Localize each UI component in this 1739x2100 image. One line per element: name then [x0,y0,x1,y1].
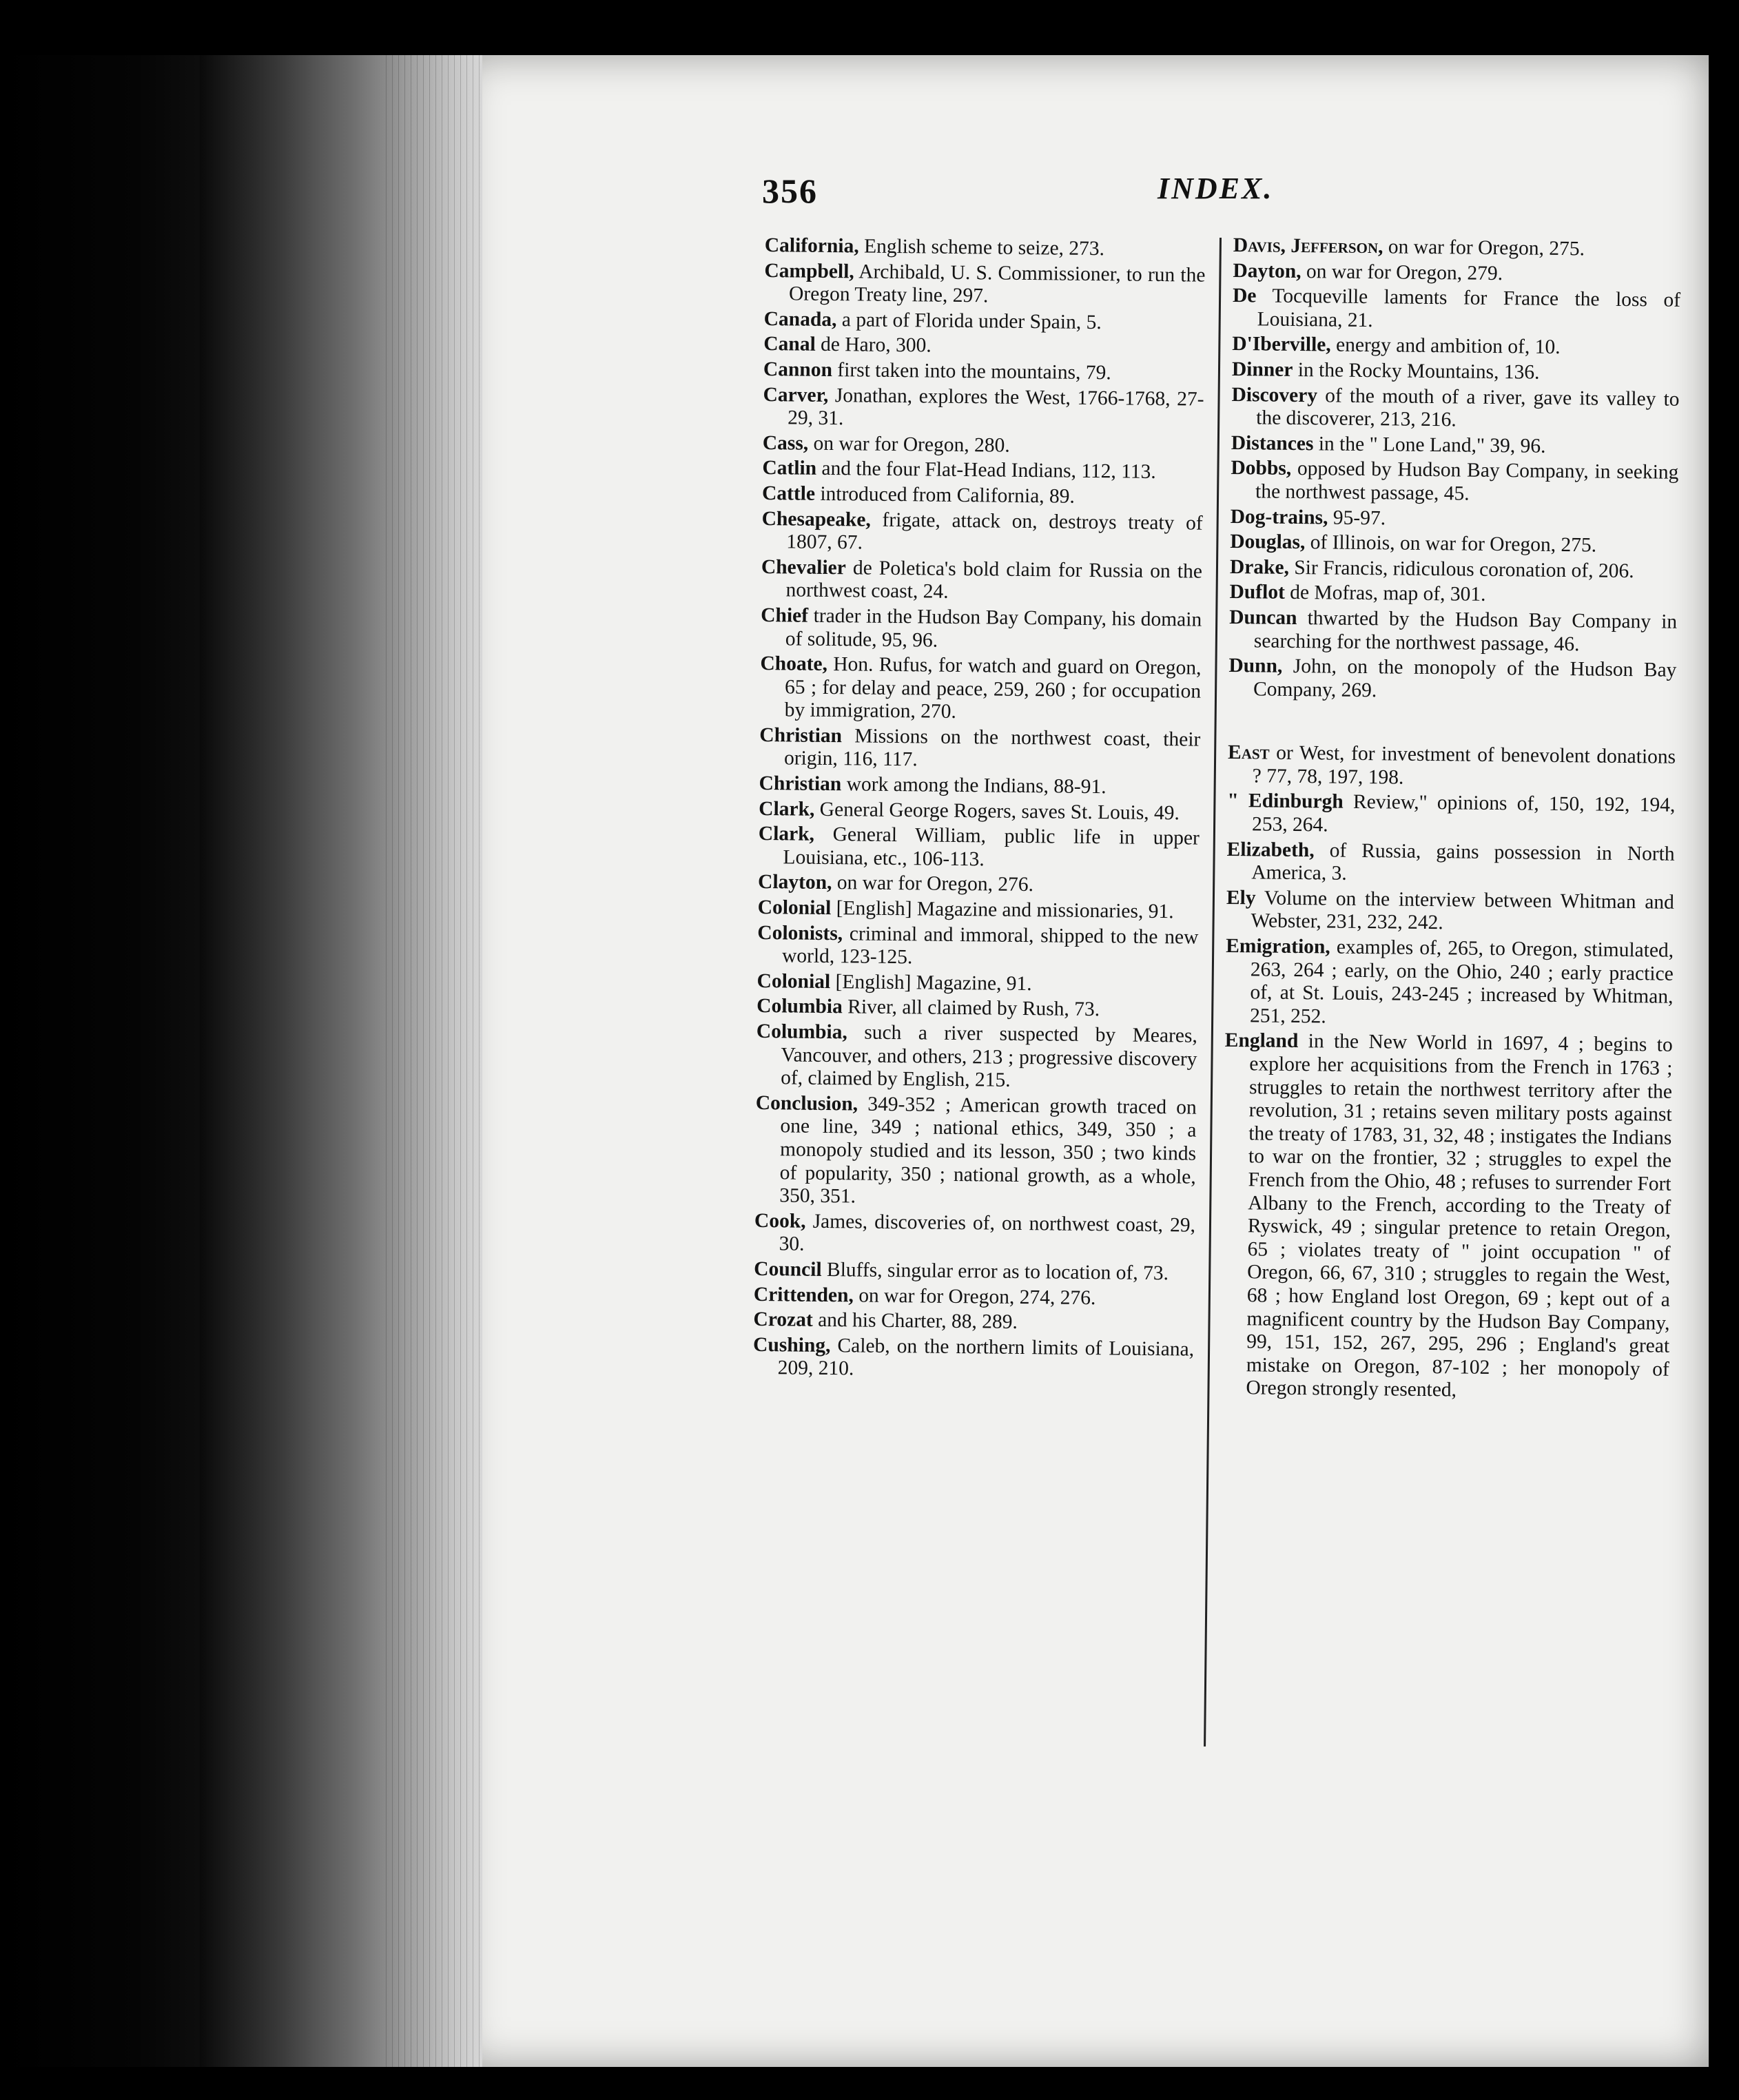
index-entry [757,970,1197,998]
index-entry [1225,935,1674,1032]
index-entry-heading: Discovery [1231,383,1318,406]
index-entry [1227,790,1676,841]
index-entry-text: John, on the monopoly of the Hudson Bay Company, 269. [1253,655,1677,701]
index-entry-heading: Clayton, [757,871,832,894]
index-entry [754,1258,1195,1286]
index-entry-text: Tocqueville laments for France the loss of Louisiana, 21. [1256,285,1681,331]
index-entry [756,1020,1197,1094]
index-entry-heading: Canada, [763,307,837,331]
index-entry-heading: Cook, [754,1209,806,1233]
index-entry-heading: Clark, [759,797,815,821]
index-entry [1228,655,1677,706]
index-entry [1232,358,1680,386]
index-entry [1233,234,1681,262]
index-entry [765,234,1206,262]
index-entry-heading: Cannon [763,358,833,382]
index-entry [1230,531,1678,558]
index-section-e [1221,741,1676,1404]
index-entry-text: a part of Florida under Spain, 5. [836,308,1102,333]
index-entry [758,871,1199,898]
index-entry-text: trader in the Hudson Bay Company, his domain of solitude, 95, 96. [785,604,1202,652]
index-entry [1231,457,1679,508]
index-entry-heading: Crittenden, [753,1283,854,1306]
index-entry-heading: Columbia [757,995,843,1018]
index-entry-text: first taken into the mountains, 79. [832,359,1111,384]
index-entry-text: Caleb, on the northern limits of Louisiana, 209, 210. [777,1334,1195,1380]
index-entry-text: such a river suspected by Meares, Vancouver, and others, 213 ; progressive discovery of, claimed by English, 215. [781,1021,1198,1091]
index-entry-heading: Distances [1231,431,1314,455]
index-entry [1231,384,1680,435]
index-entry [1230,556,1678,584]
index-entry-heading: Campbell, [764,259,854,282]
index-entry-text: opposed by Hudson Bay Company, in seeking the northwest passage, 45. [1255,457,1679,505]
index-entry [763,432,1204,460]
index-entry-text: work among the Indians, 88-91. [841,773,1107,799]
index-entry [761,556,1202,607]
index-entry-text: and the four Flat-Head Indians, 112, 113. [816,457,1156,484]
index-entry-heading: Christian [759,772,842,796]
index-entry-text: of Illinois, on war for Oregon, 275. [1305,531,1597,557]
index-entry-text: or West, for investment of benevolent donations ? 77, 78, 197, 198. [1252,741,1676,789]
index-entry-heading: Clark, [758,823,815,846]
index-entry-text: [English] Magazine, 91. [830,970,1032,995]
index-entry-heading: Council [754,1257,822,1281]
section-gap [1228,703,1676,746]
index-entry-text: Missions on the northwest coast, their origin, 116, 117. [783,725,1201,771]
index-entry-text: Review," opinions of, 150, 192, 194, 253, 264. [1251,791,1676,836]
scan-border-top [0,0,1739,55]
index-entry [763,384,1204,435]
index-entry-heading: Duncan [1229,606,1297,629]
index-entry-text: de Poletica's bold claim for Russia on the northwest coast, 24. [785,556,1203,604]
index-entry [759,724,1201,775]
index-entry-text: de Mofras, map of, 301. [1284,581,1486,606]
index-entry-heading: Dayton, [1233,259,1301,282]
index-entry-heading: Columbia, [756,1020,848,1044]
index-entry-heading: Emigration, [1226,934,1330,958]
index-entry-text: thwarted by the Hudson Bay Company in searching for the northwest passage, 46. [1253,606,1678,655]
index-entry [1231,432,1679,460]
index-entry [1226,838,1675,889]
index-entry-heading: Elizabeth, [1226,838,1315,861]
index-entry-heading: Drake, [1229,555,1290,579]
index-entry-heading: Colonial [757,896,832,920]
index-entry-text: Sir Francis, ridiculous coronation of, 206. [1288,556,1634,582]
index-entry-heading: Duflot [1229,581,1286,604]
index-entry-heading: Carver, [763,383,829,406]
index-entry-text: on war for Oregon, 275. [1383,236,1585,260]
index-entry-heading: England [1224,1029,1299,1053]
index-entry [761,508,1203,559]
index-entry-heading: East [1227,741,1270,764]
index-entry-heading: Douglas, [1230,531,1306,554]
index-entry-heading: Crozat [753,1308,813,1331]
index-entry-text: on war for Oregon, 280. [808,432,1010,457]
index-entry-heading: Colonial [757,969,831,993]
index-entry-text: Archibald, U. S. Commissioner, to run the Oregon Treaty line, 297. [788,260,1206,307]
index-entry [762,482,1203,510]
index-entry-text: of Russia, gains possession in North America, 3. [1251,838,1675,885]
index-entry [753,1334,1195,1385]
index-entry [753,1308,1194,1336]
index-entry-text: English scheme to seize, 273. [858,235,1105,260]
index-entry-heading: Dinner [1231,358,1293,381]
index-entry-text: on war for Oregon, 279. [1301,260,1503,285]
scan-border-right [1709,0,1739,2100]
index-entry [764,308,1205,336]
index-entry [762,457,1203,484]
index-entry [1233,285,1681,336]
index-entry-text: James, discoveries of, on northwest coast, 29, 30. [779,1210,1196,1256]
scan-border-bottom [0,2067,1739,2100]
index-entry-heading: D'Iberville, [1232,333,1331,356]
index-entry [754,1210,1195,1261]
book-spine-shadow [0,0,227,2100]
index-entry-heading: Chesapeake, [761,507,872,531]
index-entry [1231,506,1678,533]
index-entry [759,798,1200,825]
index-entry-heading: Choate, [760,652,828,676]
index-entry [754,1092,1197,1213]
index-entry-heading: Colonists, [757,921,843,945]
index-entry-text: on war for Oregon, 276. [832,872,1034,896]
index-entry-text: General William, public life in upper Louisiana, etc., 106-113. [783,823,1200,871]
index-entry-text: Hon. Rufus, for watch and guard on Oregon, 65 ; for delay and peace, 259, 260 ; for occupation by immigration, 270. [784,653,1202,723]
index-entry-text: energy and ambition of, 10. [1330,333,1561,359]
index-entry [1226,887,1674,938]
index-entry-text: in the New World in 1697, 4 ; begins to explore her acquisitions from the French in 1763 ; struggles to retain the northwest territory after the revolution, 31 ; retains seven military posts against the treaty of 1783, 31, 32, 48 ; instigates the Indians to war on the frontier, 32 ; struggles to expel the French from the Ohio, 48 ; refuses to surrender Fort Albany to the French, according to the Treaty of Ryswick, 49 ; singular pretence to retain Oregon, 65 ; violates treaty of " joint occupation " of Oregon, 66, 67, 310 ; struggles to regain the West, 68 ; how England lost Oregon, 69 ; kept out of a magnificent country by the Hudson Bay Company, 99, 151, 152, 267, 295, 296 ; England's great mistake on Oregon, 87-102 ; her monopoly of Oregon strongly resented, [1246,1030,1673,1401]
index-entry [754,1283,1195,1310]
index-entry-text: de Haro, 300. [815,333,932,357]
index-entry-text: examples of, 265, to Oregon, stimulated, 263, 264 ; early, on the Ohio, 240 ; early practice of, at St. Louis, 243-245 ; increased by Whitman, 251, 252. [1249,936,1674,1028]
index-entry-text: criminal and immoral, shipped to the new world, 123-125. [781,922,1199,969]
index-entry-text: Jonathan, explores the West, 1766-1768, 27-29, 31. [788,384,1204,430]
index-entry-heading: " Edinburgh [1227,790,1344,814]
index-entry-heading: Catlin [762,457,817,480]
index-entry [1229,606,1678,657]
index-entry [763,333,1204,360]
index-entry [761,604,1202,655]
index-entry [1229,581,1677,608]
index-entry-text: in the Rocky Mountains, 136. [1293,358,1540,384]
index-entry-text: General George Rogers, saves St. Louis, 49. [814,798,1180,825]
index-entry-text: 95-97. [1328,506,1386,529]
index-section-d [1228,234,1681,706]
index-entry-text: Volume on the interview between Whitman and Webster, 231, 232, 242. [1251,887,1675,934]
index-entry-heading: Canal [763,333,816,356]
index-entry [757,922,1199,973]
index-entry-heading: Cushing, [752,1333,831,1357]
index-entry-heading: Dunn, [1228,655,1283,677]
index-entry-heading: Dobbs, [1231,457,1292,480]
index-entry-heading: Cass, [762,431,809,455]
index-entry [758,896,1199,924]
index-entry [760,652,1202,726]
index-entry [1221,1029,1673,1404]
index-entry-text: frigate, attack on, destroys treaty of 1807, 67. [786,508,1203,554]
index-entry [1233,260,1680,287]
index-entry-heading: Chief [761,604,809,627]
index-entry-heading: Conclusion, [755,1091,858,1115]
page-title: INDEX. [1157,172,1274,205]
index-entry-heading: California, [764,234,859,258]
index-entry [1228,741,1676,792]
page-number: 356 [762,172,818,210]
index-entry [757,995,1197,1022]
index-entry-text: River, all claimed by Rush, 73. [842,996,1100,1021]
index-entry-heading: Davis, Jefferson, [1233,234,1383,258]
index-entry [1232,333,1680,360]
index-entry-heading: De [1232,285,1257,307]
index-entry-text: and his Charter, 88, 289. [812,1308,1018,1334]
index-entry-heading: Chevalier [761,555,846,579]
index-entry-text: Bluffs, singular error as to location of, 73. [821,1258,1169,1285]
index-entry-heading: Cattle [761,482,816,505]
index-entry [759,772,1200,800]
index-entry-text: [English] Magazine and missionaries, 91. [831,897,1174,923]
index-entry-text: on war for Oregon, 274, 276. [853,1284,1096,1309]
index-column-left [753,234,1206,1387]
index-entry-text: 349-352 ; American growth traced on one line, 349 ; national ethics, 349, 350 ; a monopoly studied and its lesson, 350 ; two kinds of popularity, 350 ; national growth, as a whole, 350, 351. [779,1093,1197,1208]
index-entry-heading: Dog-trains, [1230,505,1328,528]
index-entry-text: in the " Lone Land," 39, 96. [1313,432,1546,457]
index-column-right [1221,234,1681,1407]
index-entry-text: introduced from California, 89. [814,482,1076,508]
index-entry-heading: Ely [1226,886,1256,909]
index-entry [764,260,1206,311]
index-entry-heading: Christian [759,723,843,748]
index-entry [763,358,1204,386]
index-entry [758,823,1200,874]
index-entry-text: of the mouth of a river, gave its valley to the discoverer, 213, 216. [1256,384,1680,431]
